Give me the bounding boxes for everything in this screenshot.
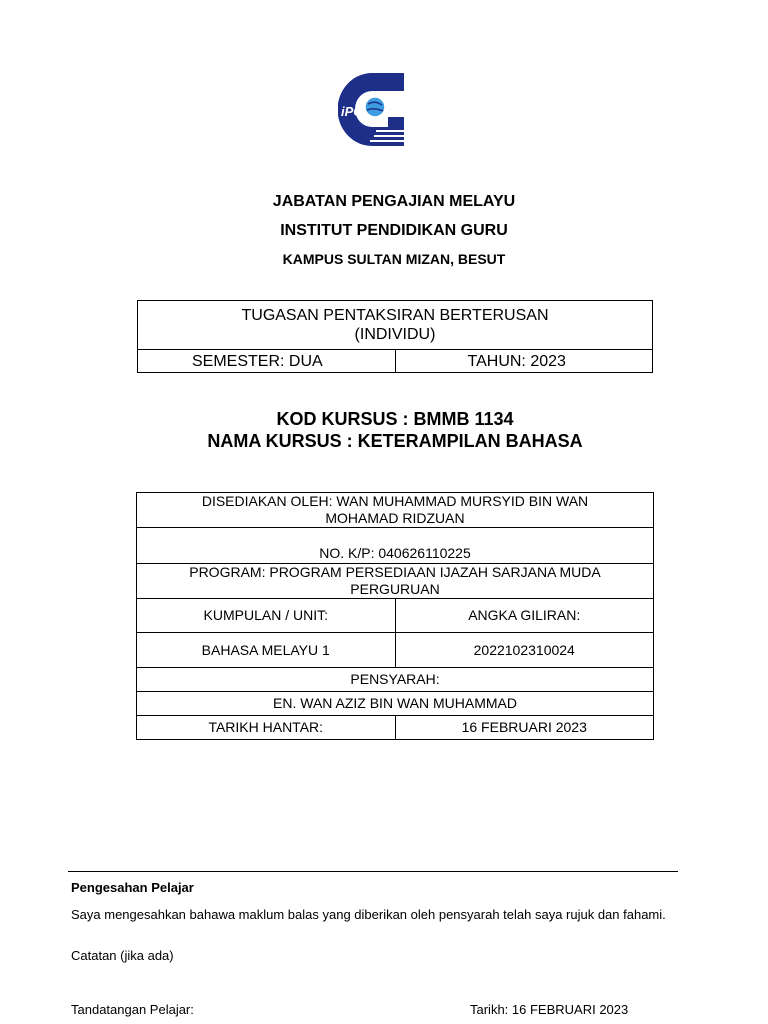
semester-cell: SEMESTER: DUA (138, 350, 396, 373)
institute-title: INSTITUT PENDIDIKAN GURU (280, 222, 508, 239)
index-label-cell: ANGKA GILIRAN: (395, 599, 654, 633)
prepared-by-cell (137, 493, 654, 528)
submit-value-cell: 16 FEBRUARI 2023 (395, 716, 654, 740)
course-name: NAMA KURSUS : KETERAMPILAN BAHASA (207, 431, 583, 451)
verification-title: Pengesahan Pelajar (71, 880, 194, 895)
index-value-cell: 2022102310024 (395, 633, 654, 668)
program-cell (137, 564, 654, 599)
lecturer-label-cell: PENSYARAH: (137, 668, 654, 692)
assignment-title-cell (138, 301, 653, 350)
program-line2: PERGURUAN (350, 581, 440, 597)
prepared-by-line2: MOHAMAD RIDZUAN (325, 510, 465, 526)
group-value-cell: BAHASA MELAYU 1 (137, 633, 396, 668)
details-table (136, 492, 654, 740)
department-title: JABATAN PENGAJIAN MELAYU (272, 193, 516, 210)
lecturer-value-cell: EN. WAN AZIZ BIN WAN MUHAMMAD (137, 692, 654, 716)
signature-label: Tandatangan Pelajar: (71, 1002, 194, 1017)
group-label-cell: KUMPULAN / UNIT: (137, 599, 396, 633)
date-label: Tarikh: 16 FEBRUARI 2023 (470, 1002, 629, 1017)
program-line1: PROGRAM: PROGRAM PERSEDIAAN IJAZAH SARJANA MUDA (189, 564, 601, 580)
logo-text: iPG (341, 104, 364, 119)
prepared-by-line1: DISEDIAKAN OLEH: WAN MUHAMMAD MURSYID BIN WAN (201, 493, 589, 509)
assignment-title-line1: TUGASAN PENTAKSIRAN BERTERUSAN (241, 307, 549, 324)
assignment-table (137, 300, 653, 373)
footer-divider (68, 871, 678, 872)
notes-label: Catatan (jika ada) (71, 948, 174, 963)
ipg-logo (338, 73, 406, 146)
submit-label-cell: TARIKH HANTAR: (137, 716, 396, 740)
verification-statement: Saya mengesahkan bahawa maklum balas yang diberikan oleh pensyarah telah saya rujuk dan fahami. (71, 907, 666, 922)
year-cell: TAHUN: 2023 (395, 350, 653, 373)
course-code: KOD KURSUS : BMMB 1134 (276, 409, 514, 429)
ic-number-cell: NO. K/P: 040626110225 (137, 528, 654, 564)
campus-title: KAMPUS SULTAN MIZAN, BESUT (282, 251, 506, 267)
assignment-title-line2: (INDIVIDU) (354, 326, 436, 343)
